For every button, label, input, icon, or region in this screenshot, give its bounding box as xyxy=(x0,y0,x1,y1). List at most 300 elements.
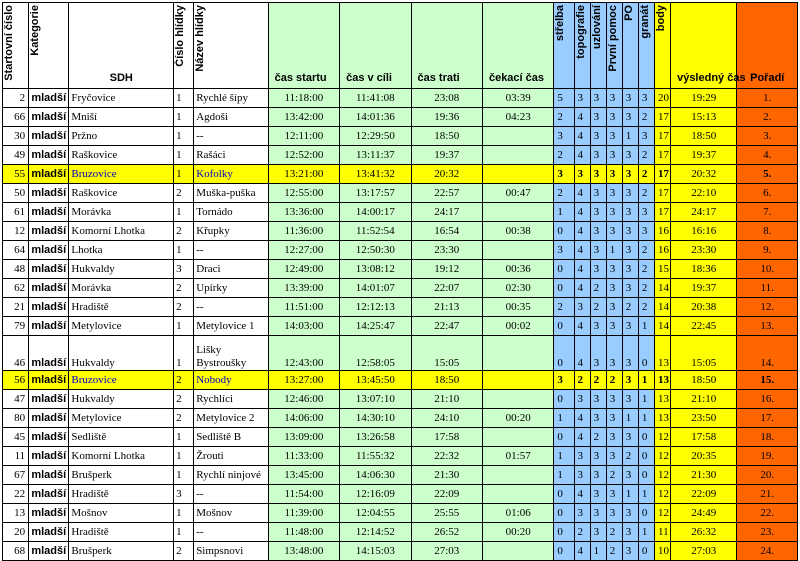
cell-nazev-hlidky: Křupky xyxy=(194,222,268,241)
cell-body: 14 xyxy=(654,279,670,298)
cell-granat: 3 xyxy=(638,127,654,146)
cell-topografie: 4 xyxy=(574,279,590,298)
cell-cekaci-cas: 00:35 xyxy=(482,298,553,317)
cell-granat: 3 xyxy=(638,89,654,108)
cell-strelba: 5 xyxy=(554,89,574,108)
cell-strelba: 2 xyxy=(554,184,574,203)
cell-cas-v-cili: 14:01:07 xyxy=(340,279,411,298)
cell-body: 14 xyxy=(654,317,670,336)
cell-cas-startu: 11:48:00 xyxy=(268,523,339,542)
cell-cislo-hlidky: 1 xyxy=(174,165,194,184)
cell-cas-trati: 19:37 xyxy=(411,146,482,165)
cell-uzlovani: 1 xyxy=(590,542,606,561)
cell-uzlovani: 3 xyxy=(590,336,606,371)
cell-uzlovani: 3 xyxy=(590,523,606,542)
cell-body: 13 xyxy=(654,409,670,428)
cell-po: 3 xyxy=(622,165,638,184)
cell-granat: 2 xyxy=(638,279,654,298)
cell-vysledny-cas: 22:09 xyxy=(671,485,737,504)
cell-sdh: Bruzovice xyxy=(69,165,174,184)
cell-poradi: 13. xyxy=(737,317,798,336)
cell-cas-trati: 24:10 xyxy=(411,409,482,428)
cell-body: 10 xyxy=(654,542,670,561)
cell-cas-startu: 12:55:00 xyxy=(268,184,339,203)
cell-vysledny-cas: 19:37 xyxy=(671,279,737,298)
cell-prvni-pomoc: 1 xyxy=(606,241,622,260)
cell-topografie: 2 xyxy=(574,371,590,390)
cell-kategorie: mladší xyxy=(29,89,69,108)
table-row xyxy=(3,485,798,504)
cell-cekaci-cas: 00:38 xyxy=(482,222,553,241)
cell-cekaci-cas xyxy=(482,241,553,260)
cell-body: 17 xyxy=(654,127,670,146)
cell-sdh: Sedliště xyxy=(69,428,174,447)
cell-cislo-hlidky: 1 xyxy=(174,317,194,336)
table-row xyxy=(3,523,798,542)
cell-prvni-pomoc: 3 xyxy=(606,89,622,108)
table-row xyxy=(3,222,798,241)
cell-sdh: Brušperk xyxy=(69,466,174,485)
cell-cas-startu: 13:36:00 xyxy=(268,203,339,222)
cell-strelba: 1 xyxy=(554,409,574,428)
header-prvni-pomoc: První pomoc xyxy=(606,3,622,89)
cell-sdh: Hradiště xyxy=(69,298,174,317)
cell-strelba: 0 xyxy=(554,317,574,336)
cell-cislo-hlidky: 1 xyxy=(174,428,194,447)
cell-cas-trati: 15:05 xyxy=(411,336,482,371)
cell-kategorie: mladší xyxy=(29,184,69,203)
cell-cas-v-cili: 14:30:10 xyxy=(340,409,411,428)
cell-cislo-hlidky: 3 xyxy=(174,485,194,504)
cell-prvni-pomoc: 3 xyxy=(606,184,622,203)
cell-cas-trati: 25:55 xyxy=(411,504,482,523)
cell-cas-startu: 11:36:00 xyxy=(268,222,339,241)
cell-uzlovani: 3 xyxy=(590,165,606,184)
header-uzlovani: uzlování xyxy=(590,3,606,89)
cell-kategorie: mladší xyxy=(29,542,69,561)
cell-cekaci-cas xyxy=(482,203,553,222)
cell-prvni-pomoc: 3 xyxy=(606,146,622,165)
cell-nazev-hlidky: Kofolky xyxy=(194,165,268,184)
cell-startovni-cislo: 45 xyxy=(3,428,29,447)
cell-vysledny-cas: 19:29 xyxy=(671,89,737,108)
cell-granat: 1 xyxy=(638,317,654,336)
cell-cekaci-cas xyxy=(482,390,553,409)
cell-poradi: 17. xyxy=(737,409,798,428)
header-po: PO xyxy=(622,3,638,89)
cell-topografie: 4 xyxy=(574,203,590,222)
cell-body: 12 xyxy=(654,447,670,466)
cell-startovni-cislo: 47 xyxy=(3,390,29,409)
cell-kategorie: mladší xyxy=(29,409,69,428)
cell-startovni-cislo: 61 xyxy=(3,203,29,222)
cell-prvni-pomoc: 3 xyxy=(606,485,622,504)
table-row xyxy=(3,203,798,222)
cell-po: 2 xyxy=(622,447,638,466)
cell-cekaci-cas xyxy=(482,428,553,447)
cell-prvni-pomoc: 3 xyxy=(606,222,622,241)
cell-vysledny-cas: 24:49 xyxy=(671,504,737,523)
cell-cekaci-cas: 02:30 xyxy=(482,279,553,298)
cell-cas-trati: 21:13 xyxy=(411,298,482,317)
cell-cekaci-cas xyxy=(482,542,553,561)
cell-strelba: 3 xyxy=(554,371,574,390)
cell-sdh: Komorní Lhotka xyxy=(69,222,174,241)
header-poradi: Pořadí xyxy=(737,3,798,89)
cell-nazev-hlidky: Agdoši xyxy=(194,108,268,127)
cell-startovni-cislo: 79 xyxy=(3,317,29,336)
cell-poradi: 16. xyxy=(737,390,798,409)
cell-body: 14 xyxy=(654,298,670,317)
cell-cas-trati: 22:32 xyxy=(411,447,482,466)
cell-granat: 0 xyxy=(638,504,654,523)
cell-cas-v-cili: 11:55:32 xyxy=(340,447,411,466)
cell-startovni-cislo: 50 xyxy=(3,184,29,203)
cell-cas-v-cili: 12:58:05 xyxy=(340,336,411,371)
cell-topografie: 4 xyxy=(574,317,590,336)
cell-cislo-hlidky: 1 xyxy=(174,336,194,371)
cell-cas-v-cili: 14:06:30 xyxy=(340,466,411,485)
cell-startovni-cislo: 62 xyxy=(3,279,29,298)
cell-nazev-hlidky: Rychlíci xyxy=(194,390,268,409)
cell-poradi: 9. xyxy=(737,241,798,260)
cell-startovni-cislo: 55 xyxy=(3,165,29,184)
cell-startovni-cislo: 2 xyxy=(3,89,29,108)
cell-kategorie: mladší xyxy=(29,108,69,127)
cell-topografie: 4 xyxy=(574,542,590,561)
cell-uzlovani: 3 xyxy=(590,89,606,108)
cell-strelba: 2 xyxy=(554,146,574,165)
cell-cekaci-cas xyxy=(482,127,553,146)
cell-granat: 2 xyxy=(638,165,654,184)
cell-startovni-cislo: 48 xyxy=(3,260,29,279)
cell-nazev-hlidky: Tornádo xyxy=(194,203,268,222)
header-cekaci-cas: čekací čas xyxy=(482,3,553,89)
table-row xyxy=(3,89,798,108)
cell-nazev-hlidky: Metylovice 1 xyxy=(194,317,268,336)
cell-granat: 0 xyxy=(638,542,654,561)
cell-uzlovani: 3 xyxy=(590,447,606,466)
cell-kategorie: mladší xyxy=(29,336,69,371)
cell-sdh: Brušperk xyxy=(69,542,174,561)
cell-sdh: Raškovice xyxy=(69,184,174,203)
cell-cas-v-cili: 11:52:54 xyxy=(340,222,411,241)
cell-nazev-hlidky: Upírky xyxy=(194,279,268,298)
cell-poradi: 24. xyxy=(737,542,798,561)
cell-sdh: Fryčovice xyxy=(69,89,174,108)
cell-startovni-cislo: 80 xyxy=(3,409,29,428)
cell-poradi: 4. xyxy=(737,146,798,165)
cell-body: 13 xyxy=(654,336,670,371)
cell-poradi: 15. xyxy=(737,371,798,390)
cell-cas-trati: 18:50 xyxy=(411,371,482,390)
cell-cislo-hlidky: 1 xyxy=(174,504,194,523)
cell-nazev-hlidky: Sedliště B xyxy=(194,428,268,447)
cell-vysledny-cas: 17:58 xyxy=(671,428,737,447)
cell-body: 16 xyxy=(654,241,670,260)
cell-poradi: 3. xyxy=(737,127,798,146)
cell-poradi: 1. xyxy=(737,89,798,108)
table-row xyxy=(3,241,798,260)
cell-sdh: Morávka xyxy=(69,203,174,222)
cell-prvni-pomoc: 3 xyxy=(606,504,622,523)
cell-cas-trati: 26:52 xyxy=(411,523,482,542)
cell-cas-trati: 16:54 xyxy=(411,222,482,241)
table-row xyxy=(3,108,798,127)
cell-sdh: Metylovice xyxy=(69,409,174,428)
cell-po: 3 xyxy=(622,336,638,371)
cell-vysledny-cas: 24:17 xyxy=(671,203,737,222)
cell-cislo-hlidky: 2 xyxy=(174,371,194,390)
cell-cekaci-cas: 01:57 xyxy=(482,447,553,466)
cell-cas-trati: 21:10 xyxy=(411,390,482,409)
table-row xyxy=(3,466,798,485)
cell-topografie: 4 xyxy=(574,485,590,504)
header-nazev-hlidky: Název hlídky xyxy=(194,3,268,89)
header-cislo-hlidky: Číslo hlídky xyxy=(174,3,194,89)
cell-strelba: 3 xyxy=(554,165,574,184)
cell-poradi: 12. xyxy=(737,298,798,317)
cell-startovni-cislo: 20 xyxy=(3,523,29,542)
cell-cislo-hlidky: 1 xyxy=(174,203,194,222)
cell-cas-v-cili: 12:50:30 xyxy=(340,241,411,260)
cell-topografie: 3 xyxy=(574,447,590,466)
cell-granat: 3 xyxy=(638,203,654,222)
cell-uzlovani: 2 xyxy=(590,279,606,298)
cell-nazev-hlidky: -- xyxy=(194,298,268,317)
cell-kategorie: mladší xyxy=(29,466,69,485)
header-row xyxy=(3,3,798,89)
cell-sdh: Hukvaldy xyxy=(69,390,174,409)
cell-cas-v-cili: 12:29:50 xyxy=(340,127,411,146)
cell-cislo-hlidky: 2 xyxy=(174,390,194,409)
cell-nazev-hlidky: -- xyxy=(194,241,268,260)
cell-uzlovani: 3 xyxy=(590,203,606,222)
cell-body: 12 xyxy=(654,466,670,485)
cell-cas-v-cili: 13:08:12 xyxy=(340,260,411,279)
cell-po: 3 xyxy=(622,523,638,542)
cell-topografie: 3 xyxy=(574,390,590,409)
cell-uzlovani: 3 xyxy=(590,317,606,336)
cell-cas-v-cili: 11:41:08 xyxy=(340,89,411,108)
cell-startovni-cislo: 11 xyxy=(3,447,29,466)
cell-vysledny-cas: 21:10 xyxy=(671,390,737,409)
cell-prvni-pomoc: 3 xyxy=(606,203,622,222)
cell-nazev-hlidky: Lišky Bystroušky xyxy=(194,336,268,371)
cell-kategorie: mladší xyxy=(29,317,69,336)
cell-vysledny-cas: 21:30 xyxy=(671,466,737,485)
cell-poradi: 20. xyxy=(737,466,798,485)
cell-startovni-cislo: 67 xyxy=(3,466,29,485)
cell-po: 1 xyxy=(622,409,638,428)
cell-uzlovani: 3 xyxy=(590,504,606,523)
cell-cas-startu: 12:46:00 xyxy=(268,390,339,409)
cell-kategorie: mladší xyxy=(29,390,69,409)
cell-cekaci-cas: 00:47 xyxy=(482,184,553,203)
cell-cislo-hlidky: 2 xyxy=(174,542,194,561)
cell-body: 16 xyxy=(654,222,670,241)
cell-startovni-cislo: 56 xyxy=(3,371,29,390)
cell-vysledny-cas: 18:36 xyxy=(671,260,737,279)
cell-kategorie: mladší xyxy=(29,523,69,542)
cell-po: 3 xyxy=(622,317,638,336)
cell-uzlovani: 3 xyxy=(590,260,606,279)
cell-granat: 1 xyxy=(638,523,654,542)
cell-poradi: 7. xyxy=(737,203,798,222)
cell-cislo-hlidky: 1 xyxy=(174,241,194,260)
cell-cas-trati: 18:50 xyxy=(411,127,482,146)
cell-nazev-hlidky: -- xyxy=(194,523,268,542)
table-row xyxy=(3,279,798,298)
cell-strelba: 2 xyxy=(554,108,574,127)
cell-cas-startu: 13:27:00 xyxy=(268,371,339,390)
cell-nazev-hlidky: Nobody xyxy=(194,371,268,390)
cell-sdh: Bruzovice xyxy=(69,371,174,390)
cell-po: 1 xyxy=(622,127,638,146)
cell-granat: 0 xyxy=(638,466,654,485)
cell-body: 20 xyxy=(654,89,670,108)
cell-strelba: 0 xyxy=(554,279,574,298)
cell-granat: 1 xyxy=(638,390,654,409)
cell-cas-trati: 23:30 xyxy=(411,241,482,260)
cell-cislo-hlidky: 1 xyxy=(174,447,194,466)
cell-nazev-hlidky: -- xyxy=(194,485,268,504)
cell-po: 3 xyxy=(622,279,638,298)
cell-granat: 2 xyxy=(638,146,654,165)
cell-cislo-hlidky: 1 xyxy=(174,127,194,146)
cell-vysledny-cas: 19:37 xyxy=(671,146,737,165)
cell-uzlovani: 3 xyxy=(590,184,606,203)
cell-nazev-hlidky: Mošnov xyxy=(194,504,268,523)
table-row xyxy=(3,447,798,466)
cell-cas-v-cili: 12:12:13 xyxy=(340,298,411,317)
cell-po: 3 xyxy=(622,466,638,485)
cell-granat: 2 xyxy=(638,298,654,317)
cell-poradi: 10. xyxy=(737,260,798,279)
header-cas-trati: čas trati xyxy=(411,3,482,89)
cell-cislo-hlidky: 2 xyxy=(174,279,194,298)
cell-cekaci-cas: 04:23 xyxy=(482,108,553,127)
cell-vysledny-cas: 18:50 xyxy=(671,371,737,390)
header-cas-startu: čas startu xyxy=(268,3,339,89)
cell-poradi: 8. xyxy=(737,222,798,241)
cell-nazev-hlidky: Rychlí ninjové xyxy=(194,466,268,485)
cell-topografie: 4 xyxy=(574,409,590,428)
cell-cekaci-cas xyxy=(482,336,553,371)
cell-cas-startu: 11:51:00 xyxy=(268,298,339,317)
cell-kategorie: mladší xyxy=(29,447,69,466)
cell-strelba: 3 xyxy=(554,127,574,146)
cell-sdh: Metylovice xyxy=(69,317,174,336)
cell-uzlovani: 3 xyxy=(590,409,606,428)
cell-kategorie: mladší xyxy=(29,279,69,298)
cell-prvni-pomoc: 3 xyxy=(606,127,622,146)
cell-startovni-cislo: 64 xyxy=(3,241,29,260)
cell-prvni-pomoc: 3 xyxy=(606,409,622,428)
results-table xyxy=(2,2,798,561)
cell-cas-startu: 13:09:00 xyxy=(268,428,339,447)
cell-poradi: 2. xyxy=(737,108,798,127)
cell-prvni-pomoc: 3 xyxy=(606,165,622,184)
cell-strelba: 0 xyxy=(554,428,574,447)
cell-prvni-pomoc: 3 xyxy=(606,260,622,279)
cell-cas-startu: 11:39:00 xyxy=(268,504,339,523)
cell-cislo-hlidky: 2 xyxy=(174,222,194,241)
cell-prvni-pomoc: 2 xyxy=(606,542,622,561)
cell-prvni-pomoc: 3 xyxy=(606,336,622,371)
cell-startovni-cislo: 22 xyxy=(3,485,29,504)
cell-granat: 1 xyxy=(638,409,654,428)
cell-po: 3 xyxy=(622,241,638,260)
cell-sdh: Hukvaldy xyxy=(69,260,174,279)
cell-cas-startu: 12:52:00 xyxy=(268,146,339,165)
cell-cislo-hlidky: 2 xyxy=(174,409,194,428)
cell-topografie: 3 xyxy=(574,89,590,108)
header-cas-v-cili: čas v cíli xyxy=(340,3,411,89)
cell-vysledny-cas: 22:10 xyxy=(671,184,737,203)
cell-kategorie: mladší xyxy=(29,165,69,184)
cell-granat: 2 xyxy=(638,241,654,260)
header-granat: granát xyxy=(638,3,654,89)
cell-cas-trati: 19:36 xyxy=(411,108,482,127)
cell-body: 17 xyxy=(654,184,670,203)
cell-nazev-hlidky: Draci xyxy=(194,260,268,279)
cell-sdh: Hradiště xyxy=(69,485,174,504)
cell-cas-trati: 20:32 xyxy=(411,165,482,184)
cell-po: 3 xyxy=(622,222,638,241)
cell-granat: 0 xyxy=(638,428,654,447)
cell-sdh: Morávka xyxy=(69,279,174,298)
cell-poradi: 22. xyxy=(737,504,798,523)
cell-vysledny-cas: 15:05 xyxy=(671,336,737,371)
cell-cas-startu: 13:45:00 xyxy=(268,466,339,485)
cell-cas-v-cili: 14:01:36 xyxy=(340,108,411,127)
cell-po: 3 xyxy=(622,89,638,108)
cell-po: 3 xyxy=(622,146,638,165)
cell-uzlovani: 3 xyxy=(590,390,606,409)
cell-vysledny-cas: 20:35 xyxy=(671,447,737,466)
cell-uzlovani: 3 xyxy=(590,222,606,241)
cell-prvni-pomoc: 2 xyxy=(606,466,622,485)
cell-cislo-hlidky: 2 xyxy=(174,184,194,203)
cell-cislo-hlidky: 1 xyxy=(174,89,194,108)
cell-cas-trati: 19:12 xyxy=(411,260,482,279)
cell-cekaci-cas: 00:20 xyxy=(482,409,553,428)
cell-cekaci-cas xyxy=(482,146,553,165)
cell-cislo-hlidky: 1 xyxy=(174,146,194,165)
cell-vysledny-cas: 20:32 xyxy=(671,165,737,184)
cell-startovni-cislo: 46 xyxy=(3,336,29,371)
cell-startovni-cislo: 66 xyxy=(3,108,29,127)
cell-topografie: 4 xyxy=(574,428,590,447)
cell-topografie: 3 xyxy=(574,466,590,485)
cell-kategorie: mladší xyxy=(29,371,69,390)
cell-kategorie: mladší xyxy=(29,146,69,165)
table-row xyxy=(3,409,798,428)
cell-vysledny-cas: 26:32 xyxy=(671,523,737,542)
cell-topografie: 3 xyxy=(574,504,590,523)
cell-kategorie: mladší xyxy=(29,428,69,447)
cell-cas-v-cili: 14:00:17 xyxy=(340,203,411,222)
cell-uzlovani: 2 xyxy=(590,371,606,390)
cell-cas-startu: 13:21:00 xyxy=(268,165,339,184)
cell-po: 2 xyxy=(622,298,638,317)
cell-vysledny-cas: 18:50 xyxy=(671,127,737,146)
cell-cas-v-cili: 13:45:50 xyxy=(340,371,411,390)
cell-kategorie: mladší xyxy=(29,222,69,241)
cell-poradi: 11. xyxy=(737,279,798,298)
cell-uzlovani: 3 xyxy=(590,127,606,146)
